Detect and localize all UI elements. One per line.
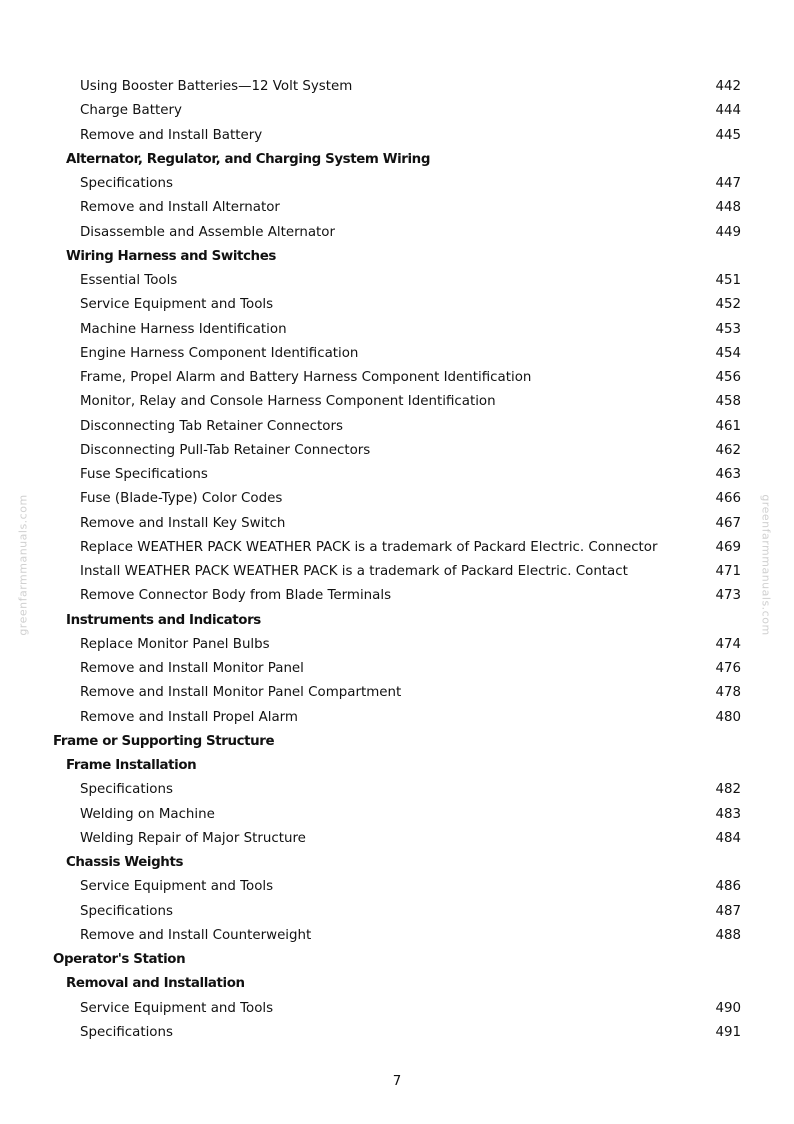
toc-entry[interactable] <box>0 657 794 681</box>
toc-entry-title: Welding Repair of Major Structure <box>80 830 306 846</box>
toc-entry-title: Replace WEATHER PACK WEATHER PACK is a trademark of Packard Electric. Connector <box>80 539 658 555</box>
toc-entry[interactable] <box>0 997 794 1021</box>
toc-entry-title: Disconnecting Tab Retainer Connectors <box>80 418 343 434</box>
toc-section-heading <box>0 148 794 172</box>
toc-entry-page: 454 <box>715 345 741 361</box>
toc-entry-page: 480 <box>715 709 741 725</box>
toc-entry-title: Remove and Install Battery <box>80 127 263 143</box>
toc-entry-page: 458 <box>715 394 741 410</box>
toc-entry-page: 484 <box>715 830 741 846</box>
toc-entry-title: Remove Connector Body from Blade Terminals <box>80 588 392 604</box>
toc-entry[interactable] <box>0 633 794 657</box>
toc-entry-page: 451 <box>715 273 741 288</box>
toc-entry-title: Specifications <box>80 1024 173 1040</box>
toc-entry[interactable] <box>0 196 794 220</box>
toc-entry-page: 471 <box>715 564 741 579</box>
toc-entry-title: Charge Battery <box>80 103 182 119</box>
toc-entry[interactable] <box>0 415 794 439</box>
toc-entry-title: Using Booster Batteries—12 Volt System <box>80 79 353 94</box>
toc-entry-page: 490 <box>715 1000 741 1016</box>
toc-entry-title: Service Equipment and Tools <box>80 1000 274 1016</box>
toc-entry[interactable] <box>0 342 794 366</box>
toc-entry-page: 467 <box>715 515 741 531</box>
toc-entry-title: Specifications <box>80 176 173 191</box>
toc-entry-page: 447 <box>715 176 741 191</box>
toc-entry[interactable] <box>0 706 794 730</box>
toc-entry-title: Monitor, Relay and Console Harness Component Identification <box>80 394 496 410</box>
toc-entry-page: 448 <box>715 200 741 216</box>
toc-section-heading <box>0 851 794 875</box>
toc-entry[interactable] <box>0 366 794 390</box>
toc-entry-page: 444 <box>715 103 741 119</box>
toc-entry-title: Frame Installation <box>66 758 197 773</box>
toc-entry-title: Machine Harness Identification <box>80 321 287 337</box>
toc-entry-title: Service Equipment and Tools <box>80 879 274 895</box>
toc-entry-title: Wiring Harness and Switches <box>66 248 276 264</box>
toc-entry-title: Remove and Install Counterweight <box>80 927 312 943</box>
toc-entry[interactable] <box>0 172 794 196</box>
toc-entry-title: Chassis Weights <box>66 855 184 870</box>
toc-entry-title: Frame, Propel Alarm and Battery Harness Component Identification <box>80 370 532 385</box>
toc-entry-title: Engine Harness Component Identification <box>80 345 359 361</box>
toc-entry-page: 487 <box>715 903 741 919</box>
toc-entry[interactable] <box>0 803 794 827</box>
toc-entry[interactable] <box>0 75 794 99</box>
toc-section-heading <box>0 245 794 269</box>
toc-entry-page: 445 <box>715 127 741 143</box>
toc-section-heading <box>0 948 794 972</box>
watermark-left: greenfarmmanuals.com <box>16 494 30 636</box>
toc-entry-page: 456 <box>715 370 741 385</box>
page-number: 7 <box>392 1074 402 1089</box>
toc-entry-title: Fuse Specifications <box>80 467 208 482</box>
toc-section-heading <box>0 972 794 996</box>
toc-entry[interactable] <box>0 512 794 536</box>
toc-entry-title: Removal and Installation <box>66 976 245 992</box>
toc-entry-page: 453 <box>715 321 741 337</box>
toc-entry-page: 474 <box>715 636 741 652</box>
toc-entry[interactable] <box>0 124 794 148</box>
toc-entry[interactable] <box>0 487 794 511</box>
toc-entry[interactable] <box>0 827 794 851</box>
toc-entry[interactable] <box>0 293 794 317</box>
toc-entry-title: Operator's Station <box>53 952 186 967</box>
toc-entry[interactable] <box>0 439 794 463</box>
toc-entry-page: 476 <box>715 661 741 676</box>
toc-entry[interactable] <box>0 390 794 414</box>
toc-entry-page: 452 <box>715 297 741 313</box>
toc-entry-title: Specifications <box>80 782 173 798</box>
toc-entry-page: 466 <box>715 491 741 507</box>
toc-entry-page: 442 <box>715 79 741 94</box>
watermark-right: greenfarmmanuals.com <box>759 494 773 636</box>
toc-entry-title: Remove and Install Alternator <box>80 200 280 216</box>
toc-entry[interactable] <box>0 99 794 123</box>
toc-section-heading <box>0 730 794 754</box>
toc-entry-title: Remove and Install Propel Alarm <box>80 709 298 725</box>
toc-entry-title: Welding on Machine <box>80 806 215 822</box>
toc-entry[interactable] <box>0 924 794 948</box>
toc-entry-title: Service Equipment and Tools <box>80 297 274 313</box>
toc-entry-title: Instruments and Indicators <box>66 612 261 628</box>
toc-entry-page: 469 <box>715 539 741 555</box>
toc-entry[interactable] <box>0 269 794 293</box>
toc-entry[interactable] <box>0 318 794 342</box>
toc-entry-page: 491 <box>715 1024 741 1040</box>
toc-entry-page: 461 <box>715 418 741 434</box>
toc-entry-title: Disconnecting Pull-Tab Retainer Connectors <box>80 442 371 458</box>
toc-entry[interactable] <box>0 1021 794 1045</box>
toc-entry[interactable] <box>0 560 794 584</box>
toc-entry-title: Frame or Supporting Structure <box>53 733 275 749</box>
toc-entry-page: 486 <box>715 879 741 895</box>
toc-entry-title: Disassemble and Assemble Alternator <box>80 224 336 240</box>
toc-entry-title: Fuse (Blade-Type) Color Codes <box>80 491 283 507</box>
toc-entry-page: 478 <box>715 685 741 701</box>
toc-entry[interactable] <box>0 900 794 924</box>
toc-entry-page: 482 <box>715 782 741 798</box>
toc-entry[interactable] <box>0 681 794 705</box>
toc-section-heading <box>0 754 794 778</box>
toc-entry[interactable] <box>0 221 794 245</box>
toc-entry-title: Specifications <box>80 903 173 919</box>
toc-entry-title: Install WEATHER PACK WEATHER PACK is a trademark of Packard Electric. Contact <box>80 564 628 579</box>
toc-entry-title: Remove and Install Key Switch <box>80 515 286 531</box>
toc-entry-title: Remove and Install Monitor Panel Compartment <box>80 685 402 701</box>
toc-entry-title: Alternator, Regulator, and Charging System Wiring <box>66 151 430 167</box>
toc-entry-title: Replace Monitor Panel Bulbs <box>80 636 270 652</box>
toc-entry-page: 462 <box>715 442 741 458</box>
toc-entry[interactable] <box>0 536 794 560</box>
toc-entry[interactable] <box>0 463 794 487</box>
toc-entry-title: Essential Tools <box>80 273 178 288</box>
toc-entry-page: 449 <box>715 224 741 240</box>
toc-entry[interactable] <box>0 875 794 899</box>
toc-entry-page: 483 <box>715 806 741 822</box>
toc-entry-page: 463 <box>715 467 741 482</box>
toc-entry-page: 473 <box>715 588 741 604</box>
toc-entry-title: Remove and Install Monitor Panel <box>80 661 304 676</box>
toc-entry[interactable] <box>0 584 794 608</box>
table-of-contents <box>0 75 794 1045</box>
toc-entry-page: 488 <box>715 927 741 943</box>
toc-section-heading <box>0 609 794 633</box>
toc-entry[interactable] <box>0 778 794 802</box>
